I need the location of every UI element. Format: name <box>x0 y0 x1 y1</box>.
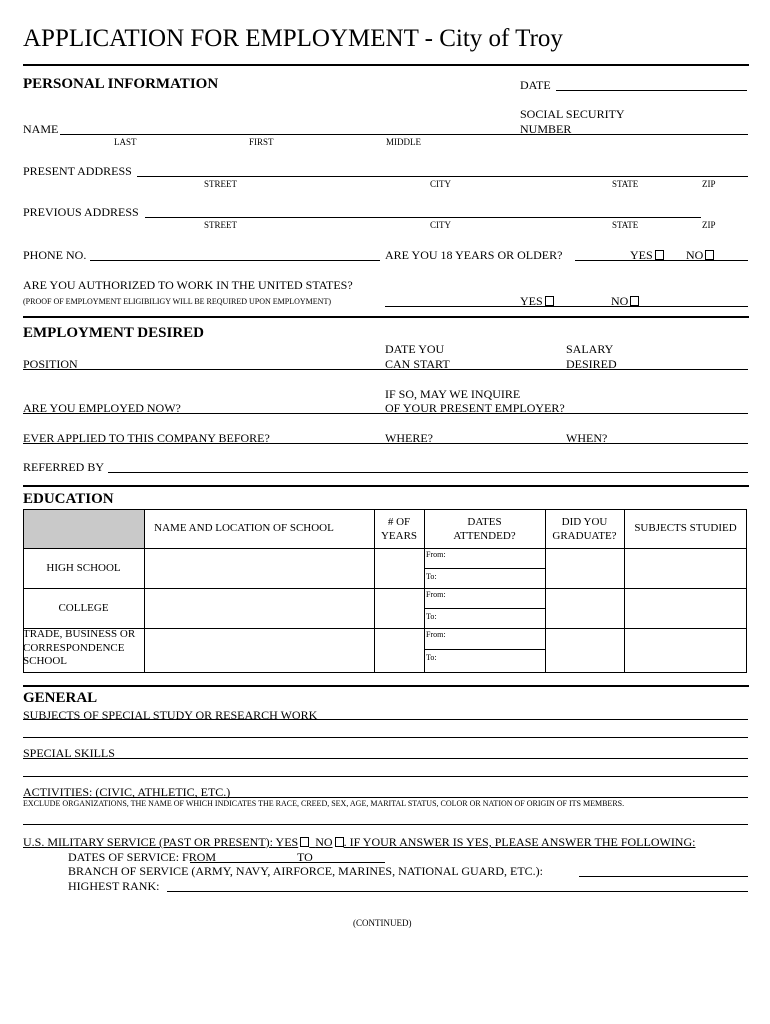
present-zip-label: ZIP <box>702 179 716 189</box>
special-study-label: SUBJECTS OF SPECIAL STUDY OR RESEARCH WORK <box>23 708 318 722</box>
start-date-label-1: DATE YOU <box>385 342 445 356</box>
inquire-label-1: IF SO, MAY WE INQUIRE <box>385 387 521 401</box>
col-header-dates-2: ATTENDED? <box>453 530 516 542</box>
present-state-label: STATE <box>612 179 639 189</box>
hs-to-label: To: <box>426 572 437 581</box>
present-address-field[interactable] <box>137 176 748 177</box>
auth-yes-option[interactable] <box>520 294 554 308</box>
ssn-label-2: NUMBER <box>520 122 572 136</box>
special-study-field[interactable] <box>23 719 748 720</box>
col-header-grad-1: DID YOU <box>561 516 608 528</box>
name-label: NAME <box>23 122 59 136</box>
activities-label: ACTIVITIES: (CIVIC, ATHLETIC, ETC.) <box>23 785 231 799</box>
inquire-label-2: OF YOUR PRESENT EMPLOYER? <box>385 401 565 415</box>
authorized-answer-line <box>385 306 748 307</box>
branch-label: BRANCH OF SERVICE (ARMY, NAVY, AIRFORCE, MARINES, NATIONAL GUARD, ETC.): <box>68 864 543 878</box>
last-label: LAST <box>114 137 137 147</box>
rank-label: HIGHEST RANK: <box>68 879 160 893</box>
auth-no-label: NO <box>611 294 629 308</box>
start-date-label-2: CAN START <box>385 357 450 371</box>
form-title: APPLICATION FOR EMPLOYMENT - City of Troy <box>23 25 563 52</box>
auth-no-checkbox[interactable] <box>630 296 639 306</box>
phone-field[interactable] <box>90 260 380 261</box>
col-header-school: NAME AND LOCATION OF SCHOOL <box>154 522 334 534</box>
previous-zip-label: ZIP <box>702 220 716 230</box>
trade-to-label: To: <box>426 653 437 662</box>
dates-service-field[interactable] <box>190 862 385 863</box>
employed-row-field[interactable] <box>23 413 748 414</box>
authorized-question: ARE YOU AUTHORIZED TO WORK IN THE UNITED STATES? <box>23 278 353 292</box>
branch-field[interactable] <box>579 876 748 877</box>
present-city-label: CITY <box>430 179 451 189</box>
auth-yes-label: YES <box>520 294 543 308</box>
trade-from-label: From: <box>426 630 446 639</box>
rank-field[interactable] <box>167 891 748 892</box>
auth-yes-checkbox[interactable] <box>545 296 554 306</box>
section-rule-education <box>23 485 749 487</box>
date-label: DATE <box>520 78 551 92</box>
hs-school-input[interactable] <box>145 549 374 588</box>
previous-street-label: STREET <box>204 220 237 230</box>
special-study-field-2[interactable] <box>23 737 748 738</box>
date-split <box>424 649 545 650</box>
date-split <box>424 608 545 609</box>
salary-label-2: DESIRED <box>566 357 617 371</box>
activities-field-2[interactable] <box>23 824 748 825</box>
referred-by-field[interactable] <box>108 472 748 473</box>
employed-now-label: ARE YOU EMPLOYED NOW? <box>23 401 181 415</box>
previous-address-field[interactable] <box>145 217 701 218</box>
referred-by-label: REFERRED BY <box>23 460 105 474</box>
military-yes-checkbox[interactable] <box>300 837 309 847</box>
previous-city-label: CITY <box>430 220 451 230</box>
special-skills-field[interactable] <box>23 758 748 759</box>
row-divider <box>23 548 747 549</box>
military-text-c: . IF YOUR ANSWER IS YES, PLEASE ANSWER THE FOLLOWING: <box>343 835 696 849</box>
col-header-grad-2: GRADUATE? <box>552 530 617 542</box>
activities-field[interactable] <box>23 797 748 798</box>
name-field[interactable] <box>60 134 748 135</box>
where-label: WHERE? <box>385 431 433 445</box>
row-label-college: COLLEGE <box>58 602 109 614</box>
previous-state-label: STATE <box>612 220 639 230</box>
applied-before-label: EVER APPLIED TO THIS COMPANY BEFORE? <box>23 431 270 445</box>
first-label: FIRST <box>249 137 274 147</box>
middle-label: MIDDLE <box>386 137 421 147</box>
row-label-trade-3: SCHOOL <box>23 655 68 667</box>
continued-note: (CONTINUED) <box>353 918 412 928</box>
employment-heading: EMPLOYMENT DESIRED <box>23 325 204 341</box>
col-header-years-2: YEARS <box>380 530 418 542</box>
proof-note: (PROOF OF EMPLOYMENT ELIGIBILIGY WILL BE REQUIRED UPON EMPLOYMENT) <box>23 297 331 306</box>
college-to-label: To: <box>426 612 437 621</box>
trade-school-input[interactable] <box>145 629 374 672</box>
dates-service-label: DATES OF SERVICE: FROM <box>68 850 217 864</box>
hs-from-label: From: <box>426 550 446 559</box>
row-label-trade-2: CORRESPONDENCE <box>23 642 125 654</box>
previous-address-label: PREVIOUS ADDRESS <box>23 205 139 219</box>
age-no-option[interactable] <box>686 248 714 262</box>
salary-label-1: SALARY <box>566 342 614 356</box>
personal-heading: PERSONAL INFORMATION <box>23 76 219 92</box>
date-field[interactable] <box>556 90 747 91</box>
phone-label: PHONE NO. <box>23 248 87 262</box>
applied-row-field[interactable] <box>23 443 748 444</box>
military-no-checkbox[interactable] <box>335 837 344 847</box>
age-question: ARE YOU 18 YEARS OR OLDER? <box>385 248 563 262</box>
date-split <box>424 568 545 569</box>
position-label: POSITION <box>23 357 78 371</box>
general-heading: GENERAL <box>23 690 98 706</box>
military-question <box>23 835 695 849</box>
special-skills-label: SPECIAL SKILLS <box>23 746 115 760</box>
col-header-years-1: # OF <box>387 516 411 528</box>
college-school-input[interactable] <box>145 589 374 628</box>
dates-service-to-label: TO <box>297 850 313 864</box>
age-no-checkbox[interactable] <box>705 250 714 260</box>
present-street-label: STREET <box>204 179 237 189</box>
education-heading: EDUCATION <box>23 491 114 507</box>
age-no-label: NO <box>686 248 704 262</box>
section-rule-employment <box>23 316 749 318</box>
row-label-trade-1: TRADE, BUSINESS OR <box>23 628 136 640</box>
section-rule-general <box>23 685 749 687</box>
special-skills-field-2[interactable] <box>23 776 748 777</box>
position-row-field[interactable] <box>23 369 748 370</box>
row-divider <box>23 588 747 589</box>
military-text-a: U.S. MILITARY SERVICE (PAST OR PRESENT): YES <box>23 835 299 849</box>
col-header-subjects: SUBJECTS STUDIED <box>634 522 737 534</box>
education-table-corner <box>24 510 144 548</box>
ssn-label-1: SOCIAL SECURITY <box>520 107 625 121</box>
auth-no-option[interactable] <box>611 294 639 308</box>
age-yes-label: YES <box>630 248 653 262</box>
exclude-note: EXCLUDE ORGANIZATIONS, THE NAME OF WHICH INDICATES THE RACE, CREED, SEX, AGE, MARITAL STATUS, COLOR OR NATION OF ORIGIN OF ITS MEMBERS. <box>23 799 625 808</box>
title-rule <box>23 64 749 66</box>
col-header-dates-1: DATES <box>467 516 502 528</box>
when-label: WHEN? <box>566 431 608 445</box>
military-text-b: NO <box>315 835 333 849</box>
age-yes-checkbox[interactable] <box>655 250 664 260</box>
college-from-label: From: <box>426 590 446 599</box>
row-label-high-school: HIGH SCHOOL <box>46 562 121 574</box>
present-address-label: PRESENT ADDRESS <box>23 164 132 178</box>
age-yes-option[interactable] <box>630 248 664 262</box>
